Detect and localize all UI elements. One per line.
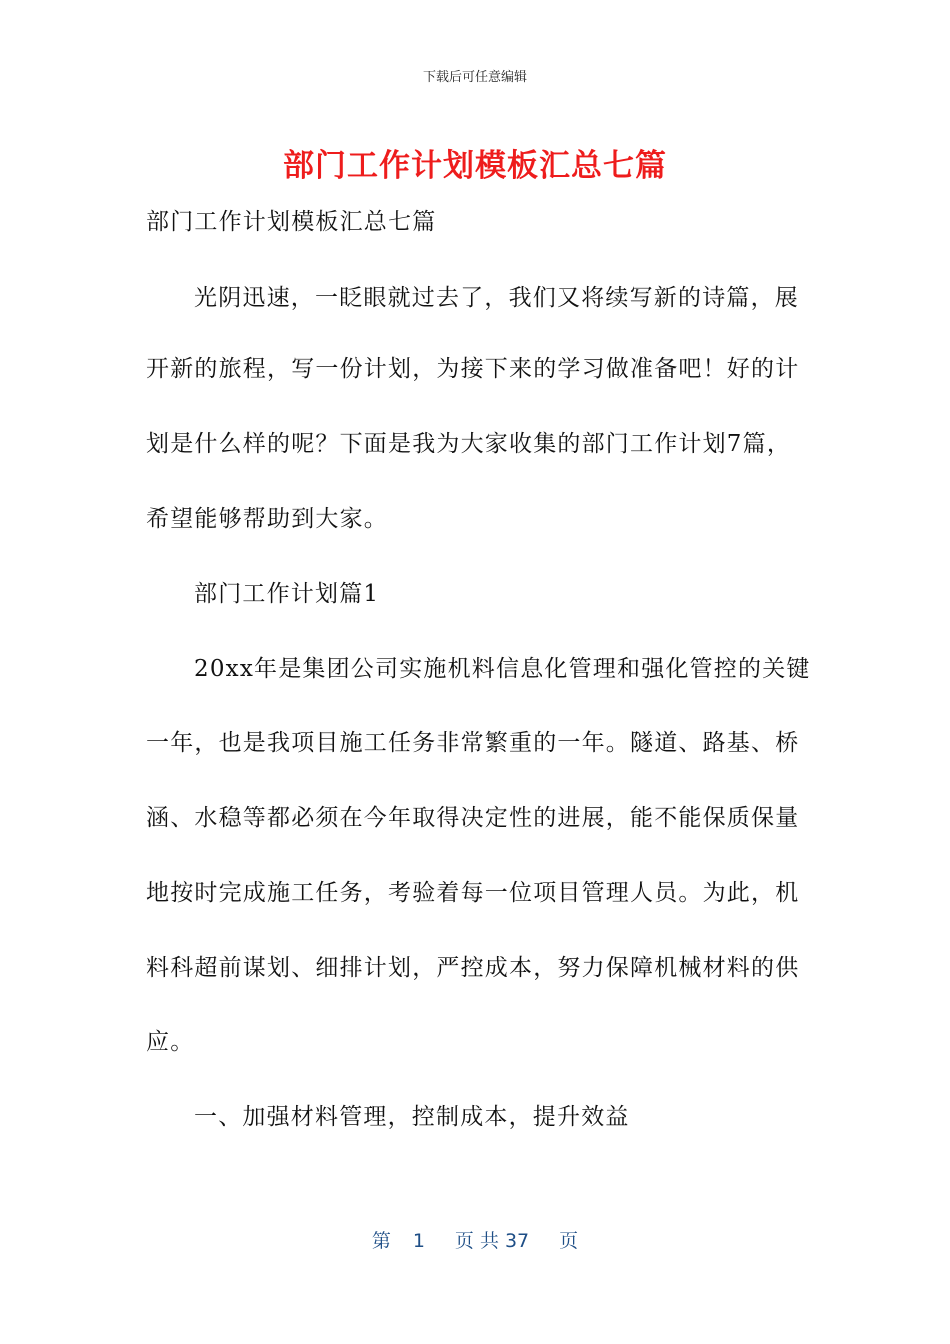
footer-prefix: 第: [371, 1230, 391, 1252]
current-page-number: 1: [412, 1230, 425, 1252]
paragraph-line: 一年，也是我项目施工任务非常繁重的一年。隧道、路基、桥: [146, 730, 800, 756]
footer-suffix: 页: [559, 1230, 579, 1252]
paragraph-line: 划是什么样的呢？下面是我为大家收集的部门工作计划7篇，: [146, 431, 792, 457]
paragraph-line: 地按时完成施工任务，考验着每一位项目管理人员。为此，机: [146, 880, 800, 906]
paragraph-line: 光阴迅速，一眨眼就过去了，我们又将续写新的诗篇，展: [194, 285, 799, 311]
paragraph-line: 料科超前谋划、细排计划，严控成本，努力保障机械材料的供: [146, 955, 800, 981]
subsection-heading: 一、加强材料管理，控制成本，提升效益: [194, 1104, 630, 1130]
section-heading: 部门工作计划篇1: [194, 581, 380, 607]
footer-middle: 页 共: [454, 1230, 499, 1252]
document-title: 部门工作计划模板汇总七篇: [283, 148, 667, 184]
header-note: 下载后可任意编辑: [422, 70, 527, 85]
total-page-count: 37: [504, 1230, 530, 1252]
paragraph-line: 应。: [146, 1029, 195, 1055]
page-footer: [0, 1226, 950, 1253]
paragraph-line: 开新的旅程，写一份计划，为接下来的学习做准备吧！好的计: [146, 356, 800, 382]
paragraph-line: 涵、水稳等都必须在今年取得决定性的进展，能不能保质保量: [146, 805, 800, 831]
subtitle-line: 部门工作计划模板汇总七篇: [146, 209, 437, 235]
paragraph-line: 希望能够帮助到大家。: [146, 506, 388, 532]
paragraph-line: 20xx年是集团公司实施机料信息化管理和强化管控的关键: [194, 656, 811, 682]
